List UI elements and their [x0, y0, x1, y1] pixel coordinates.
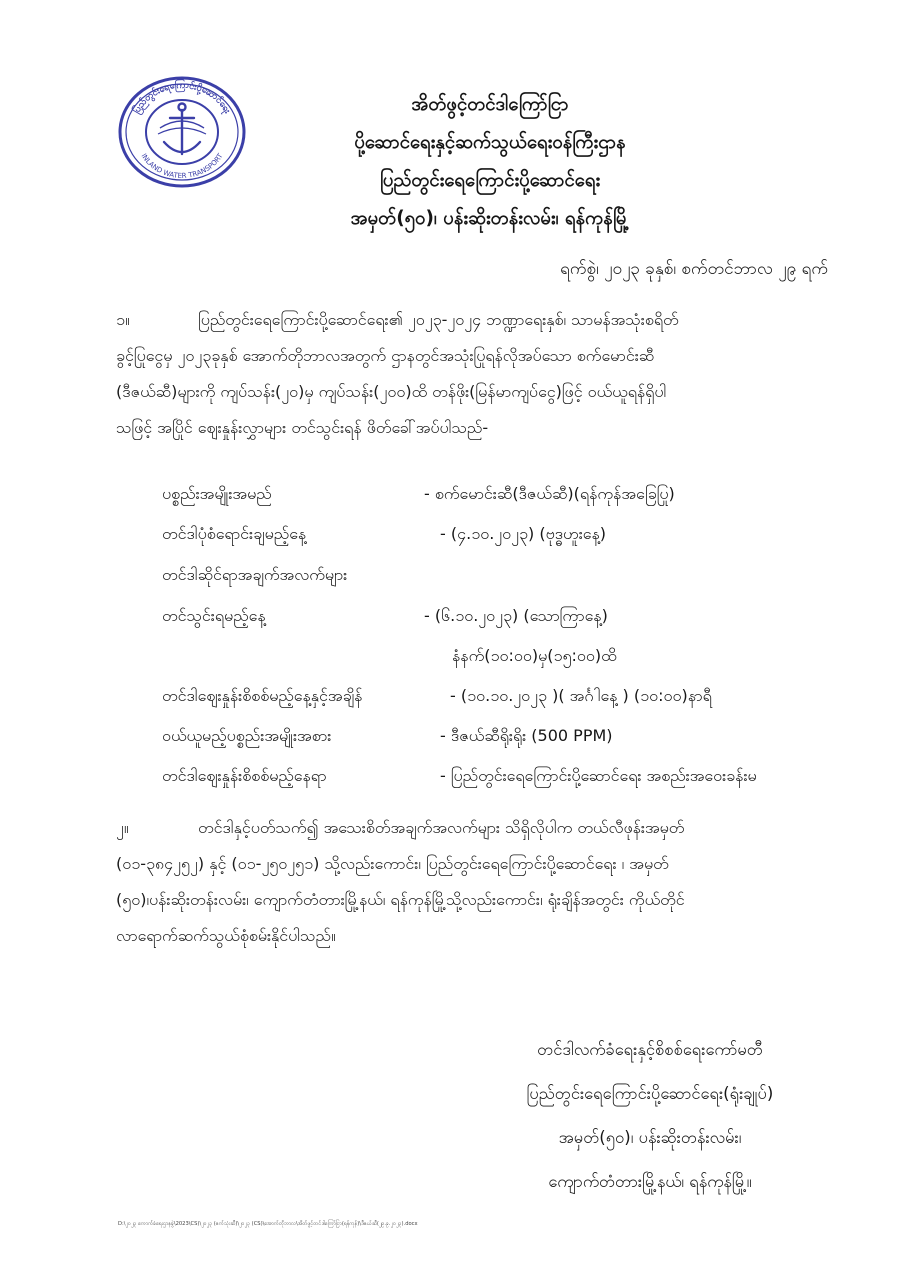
seal-top-text: ပြည်တွင်းရေကြောင်းပို့ဆောင်ရေး: [131, 80, 233, 116]
signature-address: အမှတ်(၅၀)၊ ပန်းဆိုးတန်းလမ်း၊: [558, 1128, 742, 1147]
detail-label: တင်ဒါပုံစံရောင်းချမည့်နေ့: [162, 524, 307, 543]
detail-row-sale-date: [162, 516, 842, 552]
detail-row-item-name: [162, 476, 842, 512]
seal-stamp-icon: [112, 70, 252, 190]
document-date: ရက်စွဲ၊ ၂၀၂၃ ခုနှစ်၊ စက်တင်ဘာလ ၂၉ ရက်: [560, 259, 828, 279]
paragraph-1-line: (ဒီဇယ်ဆီ)များကို ကျပ်သန်း(၂၀)မှ ကျပ်သန်း(၂၀၀)ထိ တန်ဖိုး(မြန်မာကျပ်ငွေ)ဖြင့် ဝယ်ယူရန်ရှိပါ: [116, 382, 667, 401]
detail-row-opening-venue: [162, 758, 842, 794]
signature-committee: တင်ဒါလက်ခံရေးနှင့်စိစစ်ရေးကော်မတီ: [537, 1040, 763, 1059]
header-title: အိတ်ဖွင့်တင်ဒါကြော်ငြာ: [411, 94, 569, 115]
detail-row-submit-time: [162, 638, 842, 674]
document-header: [260, 86, 720, 238]
header-ministry: ပို့ဆောင်ရေးနှင့်ဆက်သွယ်ရေးဝန်ကြီးဌာန: [354, 132, 626, 153]
seal-bottom-text: INLAND WATER TRANSPORT: [139, 152, 225, 181]
detail-value: - ဒီဇယ်ဆီရိုးရိုး (500 PPM): [440, 726, 613, 745]
header-address: အမှတ်(၅၀)၊ ပန်းဆိုးတန်းလမ်း၊ ရန်ကုန်မြို့: [350, 208, 630, 229]
detail-value: - စက်မောင်းဆီ(ဒီဇယ်ဆီ)(ရန်ကုန်အခြေပြု): [424, 484, 675, 503]
paragraph-1: [116, 302, 806, 446]
detail-value: - (၄.၁၀.၂၀၂၃) (ဗုဒ္ဓဟူးနေ့): [440, 524, 606, 543]
paragraph-1-line: သဖြင့် အပြိုင် ဈေးနှုန်းလွှာများ တင်သွင်းရန် ဖိတ်ခေါ်အပ်ပါသည်-: [116, 418, 489, 437]
paragraph-1-line: ခွင့်ပြုငွေမှ ၂၀၂၃ခုနှစ် အောက်တိုဘာလအတွက် ဌာနတွင်အသုံးပြုရန်လိုအပ်သော စက်မောင်းဆီ: [116, 346, 655, 365]
paragraph-2-line: (၀၁-၃၈၄၂၅၂) နှင့် (၀၁-၂၅၀၂၅၁) သို့လည်းကောင်း၊ ပြည်တွင်းရေကြောင်းပို့ဆောင်ရေး ၊ အမှတ်: [116, 854, 669, 873]
signature-department: ပြည်တွင်းရေကြောင်းပို့ဆောင်ရေး(ရုံးချုပ်): [526, 1084, 774, 1103]
detail-row-submit-date: [162, 598, 842, 634]
detail-value: - ပြည်တွင်းရေကြောင်းပို့ဆောင်ရေး အစည်းအဝေးခန်းမ: [440, 766, 757, 785]
paragraph-2: [116, 810, 806, 954]
header-department: ပြည်တွင်းရေကြောင်းပို့ဆောင်ရေး: [379, 170, 601, 191]
paragraph-2-number: ၂။: [116, 818, 129, 837]
signature-block: [470, 1028, 830, 1204]
signature-township: ကျောက်တံတားမြို့နယ်၊ ရန်ကုန်မြို့။: [548, 1172, 752, 1191]
detail-label: တင်ဒါဈေးနှုန်းစိစစ်မည့်နေ့နှင့်အချိန်: [162, 686, 363, 705]
paragraph-1-number: ၁။: [116, 310, 130, 329]
detail-label: တင်ဒါဈေးနှုန်းစိစစ်မည့်နေရာ: [162, 766, 327, 785]
paragraph-2-line: တင်ဒါနှင့်ပတ်သက်၍ အသေးစိတ်အချက်အလက်များ သိရှိလိုပါက တယ်လီဖုန်းအမှတ်: [198, 818, 685, 837]
detail-value: - (၁၀.၁၀.၂၀၂၃ )( အင်္ဂါနေ့ ) (၁၀:၀၀)နာရီ: [450, 686, 712, 705]
detail-value: နံနက်(၁၀:၀၀)မှ(၁၅:၀၀)ထိ: [452, 646, 617, 665]
detail-label: ပစ္စည်းအမျိုးအမည်: [162, 484, 272, 503]
paragraph-2-line: လာရောက်ဆက်သွယ်စုံစမ်းနိုင်ပါသည်။: [116, 926, 336, 945]
detail-row-item-type: [162, 718, 842, 754]
paragraph-1-line: ပြည်တွင်းရေကြောင်းပို့ဆောင်ရေး၏ ၂၀၂၃-၂၀၂၄ ဘဏ္ဍာရေးနှစ်၊ သာမန်အသုံးစရိတ်: [198, 310, 679, 329]
paragraph-2-line: (၅၀)၊ပန်းဆိုးတန်းလမ်း၊ ကျောက်တံတားမြို့နယ်၊ ရန်ကုန်မြို့သို့လည်းကောင်း၊ ရုံးချိန်အတွင်း ကိုယ်တိုင်: [116, 890, 685, 909]
detail-row-info-heading: [162, 557, 842, 593]
detail-label: ဝယ်ယူမည့်ပစ္စည်းအမျိုးအစား: [162, 726, 332, 745]
detail-label: တင်သွင်းရမည့်နေ့: [162, 606, 266, 625]
detail-row-opening-date: [162, 678, 842, 714]
detail-label: တင်ဒါဆိုင်ရာအချက်အလက်များ: [162, 565, 348, 584]
detail-value: - (၆.၁၀.၂၀၂၃) (သောကြာနေ့): [424, 606, 608, 625]
svg-text:INLAND WATER TRANSPORT: [139, 152, 224, 180]
file-path-footer: D:\၂၀၂၃ ကောက်ခံရေးဌာနခွဲ\2023\CS)\၂၀၂၃ (ဇက်သုံးဆီ)\၂၀၂၃ (CS)\အောက်တိုဘာလ\အိတ်ဖွင့်တင်ဒါကြော်ငြာ(ရန်ကုန်)\ဒီဇယ်ဆီ(၂၉.၉.၂၀၂၃).docx: [118, 1221, 418, 1227]
